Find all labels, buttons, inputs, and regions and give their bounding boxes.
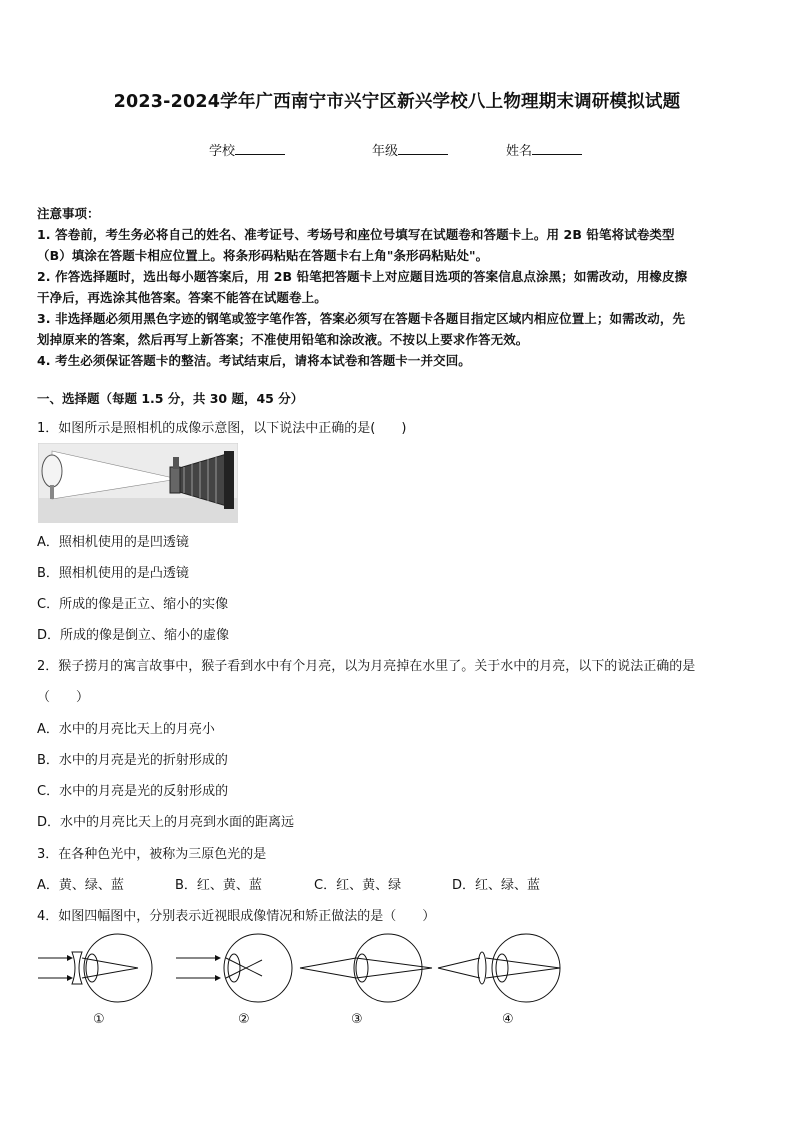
- school-field[interactable]: [209, 140, 285, 159]
- question-2-option-d[interactable]: D．水中的月亮比天上的月亮到水面的距离远: [37, 815, 295, 830]
- question-2-stem: 2．猴子捞月的寓言故事中，猴子看到水中有个月亮，以为月亮掉在水里了。关于水中的月亮，以下的说法正确的是: [37, 659, 696, 674]
- section-heading: 一、选择题（每题 1.5 分，共 30 题，45 分）: [37, 391, 304, 406]
- camera-back: [224, 451, 234, 509]
- tree-icon: [42, 455, 62, 487]
- grade-field[interactable]: [372, 140, 448, 159]
- notice-line: 2. 作答选择题时，选出每小题答案后，用 2B 铅笔把答题卡上对应题目选项的答案信息点涂黑；如需改动，用橡皮擦: [37, 269, 688, 284]
- question-3-option-a[interactable]: A．黄、绿、蓝: [37, 878, 124, 893]
- tree-trunk: [50, 485, 54, 499]
- page-title: 2023-2024学年广西南宁市兴宁区新兴学校八上物理期末调研模拟试题: [113, 92, 681, 112]
- question-2-option-c[interactable]: C．水中的月亮是光的反射形成的: [37, 784, 229, 799]
- camera-diagram: [38, 443, 238, 523]
- question-1-option-a[interactable]: A．照相机使用的是凹透镜: [37, 535, 189, 550]
- eye-figure-1: [38, 934, 152, 1002]
- concave-lens-icon: [72, 952, 82, 984]
- notice-line: 干净后，再选涂其他答案。答案不能答在试题卷上。: [37, 290, 327, 305]
- question-3-option-b[interactable]: B．红、黄、蓝: [175, 878, 262, 893]
- question-2-stem-cont: （ ）: [37, 690, 90, 705]
- notice-line: 划掉原来的答案，然后再写上新答案；不准使用铅笔和涂改液。不按以上要求作答无效。: [37, 332, 529, 347]
- school-label: 学校: [209, 144, 236, 159]
- figure-label-2: ②: [238, 1012, 250, 1027]
- eye-figure-4: [438, 934, 560, 1002]
- question-3-option-d[interactable]: D．红、绿、蓝: [452, 878, 541, 893]
- notice-line: （B）填涂在答题卡相应位置上。将条形码粘贴在答题卡右上角"条形码粘贴处"。: [37, 248, 489, 263]
- notice-heading: 注意事项：: [37, 206, 100, 221]
- question-1-option-c[interactable]: C．所成的像是正立、缩小的实像: [37, 597, 229, 612]
- grade-label: 年级: [372, 144, 399, 159]
- question-3-stem: 3．在各种色光中，被称为三原色光的是: [37, 847, 267, 862]
- school-blank[interactable]: [235, 142, 285, 155]
- figure-label-1: ①: [93, 1012, 105, 1027]
- name-blank[interactable]: [532, 142, 582, 155]
- notice-line: 1. 答卷前，考生务必将自己的姓名、准考证号、考场号和座位号填写在试题卷和答题卡上。用 2B 铅笔将试卷类型: [37, 227, 675, 242]
- question-3-option-c[interactable]: C．红、黄、绿: [314, 878, 402, 893]
- figure-label-4: ④: [502, 1012, 514, 1027]
- figure-label-3: ③: [351, 1012, 363, 1027]
- convex-lens-icon: [478, 952, 486, 984]
- name-label: 姓名: [506, 144, 533, 159]
- grade-blank[interactable]: [398, 142, 448, 155]
- question-1-option-b[interactable]: B．照相机使用的是凸透镜: [37, 566, 189, 581]
- eye-figure-3: [300, 934, 432, 1002]
- question-4-stem: 4．如图四幅图中，分别表示近视眼成像情况和矫正做法的是（ ）: [37, 909, 436, 924]
- camera-top: [173, 457, 179, 469]
- question-1-stem: 1．如图所示是照相机的成像示意图，以下说法中正确的是( ): [37, 421, 407, 436]
- question-1-option-d[interactable]: D．所成的像是倒立、缩小的虚像: [37, 628, 230, 643]
- question-2-option-a[interactable]: A．水中的月亮比天上的月亮小: [37, 722, 215, 737]
- camera-lens: [170, 467, 180, 493]
- eye-figure-2: [176, 934, 292, 1002]
- notice-line: 4. 考生必须保证答题卡的整洁。考试结束后，请将本试卷和答题卡一并交回。: [37, 353, 471, 368]
- question-2-option-b[interactable]: B．水中的月亮是光的折射形成的: [37, 753, 228, 768]
- name-field[interactable]: [506, 140, 582, 159]
- notice-line: 3. 非选择题必须用黑色字迹的钢笔或签字笔作答，答案必须写在答题卡各题目指定区域内相应位置上；如需改动，先: [37, 311, 686, 326]
- eye-diagrams: [36, 932, 596, 1008]
